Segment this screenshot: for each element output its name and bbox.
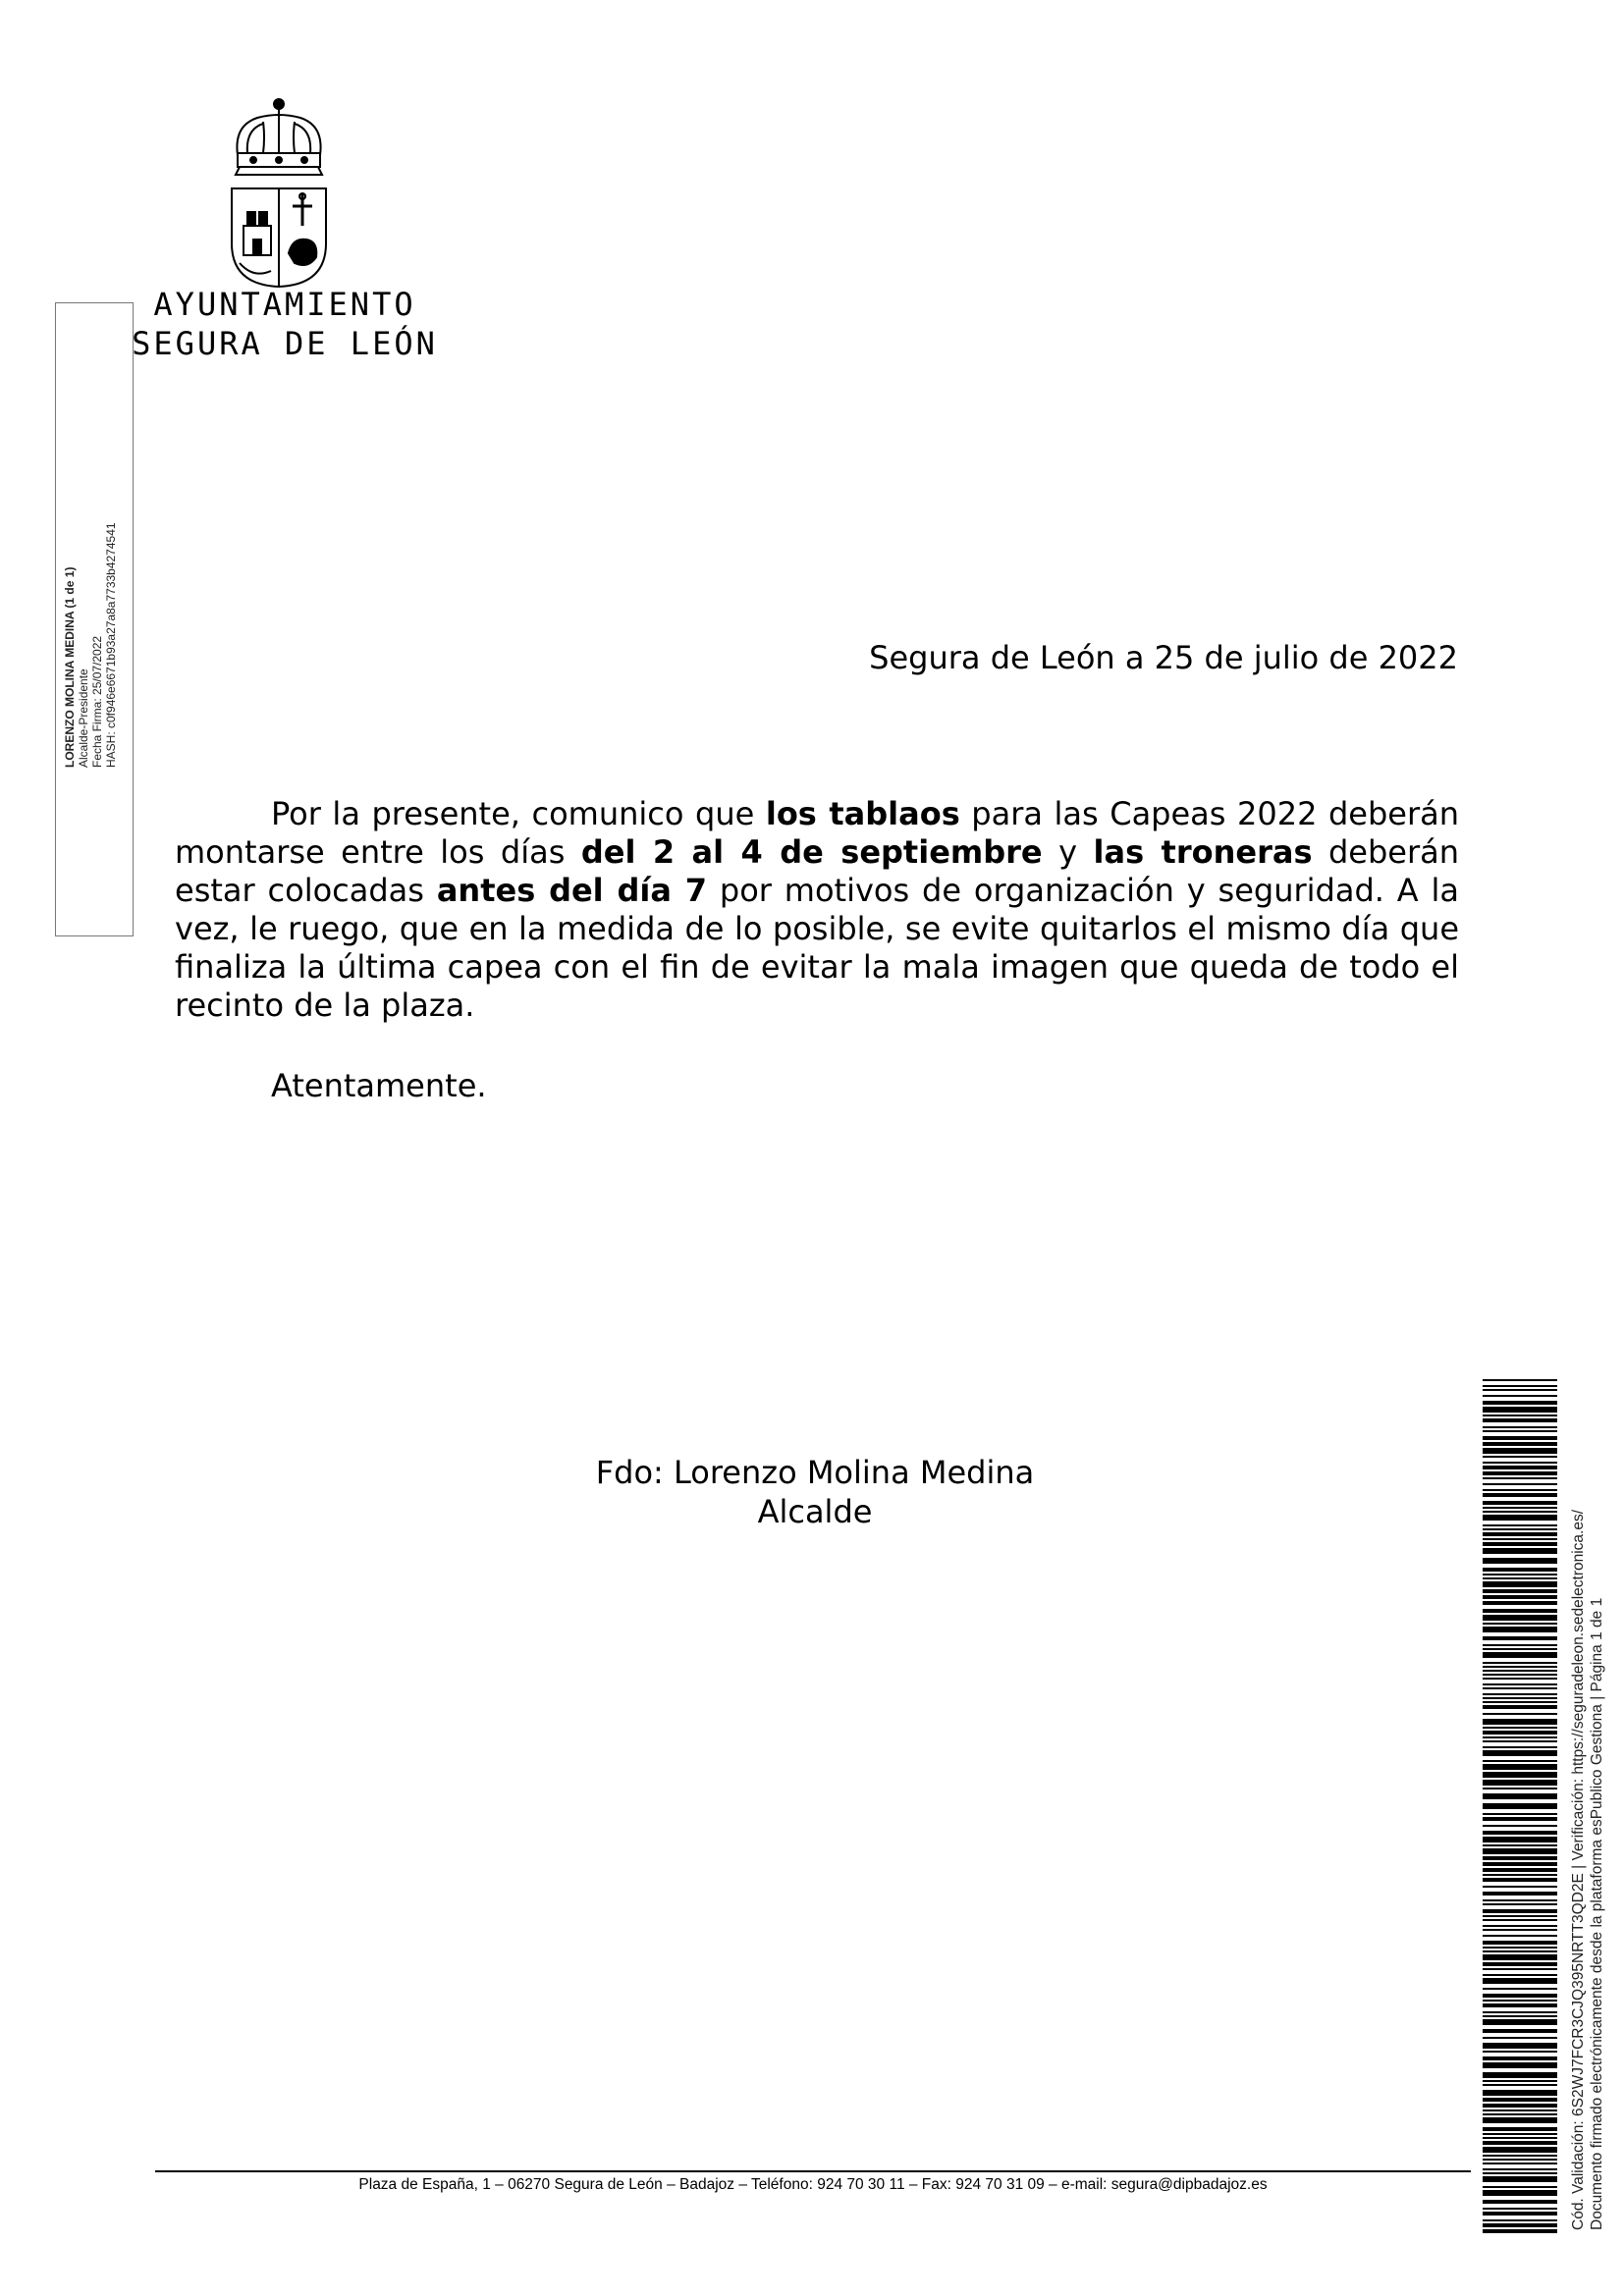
barcode-bar <box>1483 1988 1557 1990</box>
barcode-bar <box>1483 1892 1557 1896</box>
barcode-bar <box>1483 1528 1557 1530</box>
barcode-bar <box>1483 2163 1557 2164</box>
barcode-bar <box>1483 1693 1557 1695</box>
barcode-bar <box>1483 1868 1557 1872</box>
barcode-bar <box>1483 1788 1557 1789</box>
body-bold-text: los tablaos <box>765 795 960 832</box>
barcode-bar <box>1483 1532 1557 1536</box>
barcode-bar <box>1483 1831 1557 1835</box>
barcode-bar <box>1483 1909 1557 1913</box>
barcode-bar <box>1483 1623 1557 1625</box>
barcode-bar <box>1483 2212 1557 2216</box>
barcode-bar <box>1483 1727 1557 1729</box>
barcode-bar <box>1483 1848 1557 1854</box>
barcode-bar <box>1483 1994 1557 1998</box>
barcode-bar <box>1483 2117 1557 2123</box>
barcode-bar <box>1483 1844 1557 1846</box>
signer-block <box>520 1453 1110 1531</box>
barcode-bar <box>1483 1601 1557 1605</box>
barcode-bar <box>1483 2141 1557 2145</box>
barcode-bar <box>1483 2080 1557 2082</box>
barcode-bar <box>1483 2172 1557 2174</box>
barcode-bar <box>1483 1968 1557 1970</box>
barcode-bar <box>1483 2062 1557 2068</box>
barcode-bar <box>1483 1915 1557 1917</box>
barcode-bar <box>1483 1442 1557 1446</box>
barcode-bar <box>1483 1389 1557 1391</box>
validation-info <box>1569 1347 1608 2230</box>
barcode-bar <box>1483 1674 1557 1676</box>
barcode-bar <box>1483 1947 1557 1949</box>
barcode-bar <box>1483 2051 1557 2053</box>
body-text: Por la presente, comunico que <box>271 795 766 832</box>
barcode-bar <box>1483 1595 1557 1599</box>
barcode-bar <box>1483 1740 1557 1742</box>
barcode-bar <box>1483 1925 1557 1927</box>
barcode-bar <box>1483 2084 1557 2086</box>
barcode-bar <box>1483 1430 1557 1432</box>
barcode-bar <box>1483 1515 1557 1521</box>
body-bold-text: antes del día 7 <box>436 872 708 909</box>
barcode-bar <box>1483 2223 1557 2227</box>
barcode-bar <box>1483 2200 1557 2204</box>
barcode-bar <box>1483 2168 1557 2170</box>
barcode-bar <box>1483 1670 1557 1672</box>
barcode-bar <box>1483 1644 1557 1646</box>
barcode-bar <box>1483 2043 1557 2049</box>
barcode-bar <box>1483 2000 1557 2002</box>
organization-line-1: AYUNTAMIENTO <box>153 286 416 323</box>
barcode-bar <box>1483 1483 1557 1485</box>
barcode-bar <box>1483 2072 1557 2078</box>
body-text: deberán estar colocadas <box>175 833 1460 909</box>
barcode-bar <box>1483 1501 1557 1505</box>
barcode-bar <box>1483 1899 1557 1901</box>
barcode-bar <box>1483 1666 1557 1668</box>
barcode-bar <box>1483 1837 1557 1842</box>
barcode-bar <box>1483 1678 1557 1680</box>
barcode-bar <box>1483 1538 1557 1540</box>
barcode-bar <box>1483 1589 1557 1593</box>
barcode-bar <box>1483 1701 1557 1703</box>
barcode-bar <box>1483 1648 1557 1650</box>
barcode-bar <box>1483 2137 1557 2139</box>
barcode-bar <box>1483 1697 1557 1699</box>
signature-details <box>63 473 122 768</box>
closing: Atentamente. <box>271 1067 487 1104</box>
barcode-bar <box>1483 1507 1557 1509</box>
barcode-bar <box>1483 1581 1557 1587</box>
letter-date: Segura de León a 25 de julio de 2022 <box>869 639 1458 676</box>
barcode-bar <box>1483 2155 1557 2157</box>
barcode-bar <box>1483 1954 1557 1960</box>
barcode-bar <box>1483 2019 1557 2025</box>
barcode-bar <box>1483 1662 1557 1664</box>
barcode-bar <box>1483 1448 1557 1454</box>
barcode-bar <box>1483 1511 1557 1513</box>
signature-hash: HASH: c0f946e6671b93a27a8a7733b4274541 <box>104 522 118 768</box>
barcode-bar <box>1483 1471 1557 1475</box>
signature-date: Fecha Firma: 25/07/2022 <box>90 635 104 768</box>
barcode-bar <box>1483 1415 1557 1416</box>
barcode-bar <box>1483 2176 1557 2182</box>
barcode-bar <box>1483 2056 1557 2060</box>
barcode-bar <box>1483 1615 1557 1621</box>
barcode-bar <box>1483 1886 1557 1888</box>
barcode-bar <box>1483 1462 1557 1464</box>
body-text: por motivos de organización y seguridad. A la vez, le ruego, que en la medida de lo posible, se evite quitarlos el mismo día que finaliza la última capea con el fin de evitar la mala imagen que queda de todo el recinto de la plaza. <box>175 872 1460 1024</box>
barcode-bar <box>1483 1558 1557 1564</box>
barcode-bar <box>1483 1652 1557 1658</box>
signer-role: Alcalde-Presidente <box>77 668 90 768</box>
body-bold-text: del 2 al 4 de septiembre <box>580 833 1043 871</box>
organization-header <box>118 285 452 363</box>
barcode-bar <box>1483 2208 1557 2210</box>
barcode-bar <box>1483 2098 1557 2102</box>
barcode-bar <box>1483 2147 1557 2153</box>
barcode-bar <box>1483 1401 1557 1405</box>
signer-role-line: Alcalde <box>757 1493 873 1530</box>
barcode-bar <box>1483 2113 1557 2115</box>
barcode-bar <box>1483 2159 1557 2161</box>
body-text: y <box>1042 833 1094 871</box>
barcode-bar <box>1483 2127 1557 2131</box>
validation-code: Cód. Validación: 6S2WJ7FCR3CJQ395NRTT3QD2E | Verificación: https://seguradeleon.sedelectronica.es/ <box>1570 1509 1587 2230</box>
barcode-bar <box>1483 1426 1557 1428</box>
signer-name-line: Fdo: Lorenzo Molina Medina <box>595 1454 1035 1491</box>
barcode-bar <box>1483 1636 1557 1640</box>
barcode-bar <box>1483 1568 1557 1572</box>
barcode-bar <box>1483 2011 1557 2013</box>
barcode-bar <box>1483 1935 1557 1937</box>
barcode-bar <box>1483 1379 1557 1381</box>
barcode-bar <box>1483 1919 1557 1921</box>
barcode-bar <box>1483 1813 1557 1815</box>
barcode-bar <box>1483 1874 1557 1876</box>
barcode-bar <box>1483 1803 1557 1809</box>
body-bold-text: las troneras <box>1093 833 1313 871</box>
barcode-bar <box>1483 1418 1557 1422</box>
barcode-bar <box>1483 2090 1557 2096</box>
barcode-bar <box>1483 1825 1557 1827</box>
barcode-bar <box>1483 1395 1557 1397</box>
barcode-bar <box>1483 1856 1557 1860</box>
body-text: para las Capeas 2022 deberán montarse entre los días <box>175 795 1460 871</box>
barcode-bar <box>1483 1574 1557 1575</box>
barcode-bar <box>1483 1862 1557 1866</box>
barcode-bar <box>1483 2109 1557 2111</box>
barcode-bar <box>1483 1407 1557 1413</box>
barcode-bar <box>1483 1772 1557 1778</box>
validation-platform: Documento firmado electrónicamente desde la plataforma esPublico Gestiona | Página 1 de 1 <box>1589 1597 1605 2230</box>
barcode-bar <box>1483 2003 1557 2007</box>
barcode-bar <box>1483 1817 1557 1821</box>
barcode-bar <box>1483 1760 1557 1762</box>
barcode-bar <box>1483 1609 1557 1613</box>
barcode-bar <box>1483 1627 1557 1632</box>
barcode-bar <box>1483 1436 1557 1440</box>
letter-body <box>175 795 1459 1025</box>
barcode-bar <box>1483 2133 1557 2135</box>
barcode-bar <box>1483 1493 1557 1497</box>
coat-of-arms-icon <box>224 96 334 289</box>
barcode-bar <box>1483 2190 1557 2196</box>
body-paragraph <box>175 795 1459 1025</box>
barcode-bar <box>1483 1974 1557 1976</box>
barcode-bar <box>1483 1736 1557 1738</box>
barcode-bar <box>1483 1929 1557 1931</box>
barcode-bar <box>1483 1750 1557 1756</box>
barcode-bar <box>1483 1456 1557 1458</box>
barcode-bar <box>1483 2029 1557 2033</box>
barcode-bar <box>1483 1705 1557 1709</box>
barcode-bar <box>1483 1548 1557 1554</box>
organization-line-2: SEGURA DE LEÓN <box>132 325 438 362</box>
barcode-icon <box>1483 1379 1557 2233</box>
barcode-bar <box>1483 2219 1557 2221</box>
barcode-bar <box>1483 2037 1557 2039</box>
barcode-bar <box>1483 1941 1557 1945</box>
barcode-bar <box>1483 2229 1557 2233</box>
barcode-bar <box>1483 2015 1557 2017</box>
barcode-bar <box>1483 1683 1557 1685</box>
barcode-bar <box>1483 1780 1557 1786</box>
barcode-bar <box>1483 1713 1557 1715</box>
barcode-bar <box>1483 1524 1557 1526</box>
barcode-bar <box>1483 1731 1557 1735</box>
barcode-bar <box>1483 1466 1557 1469</box>
barcode-bar <box>1483 1793 1557 1799</box>
barcode-bar <box>1483 1878 1557 1882</box>
footer-address: Plaza de España, 1 – 06270 Segura de León – Badajoz – Teléfono: 924 70 30 11 – Fax: 924 70 31 09 – e-mail: segura@dipbadajoz.es <box>358 2176 1268 2193</box>
barcode-bar <box>1483 2104 1557 2108</box>
barcode-bar <box>1483 1577 1557 1579</box>
barcode-bar <box>1483 1746 1557 1748</box>
barcode-bar <box>1483 1542 1557 1546</box>
barcode-bar <box>1483 1950 1557 1952</box>
barcode-bar <box>1483 1489 1557 1491</box>
barcode-bar <box>1483 1687 1557 1689</box>
barcode-bar <box>1483 1385 1557 1387</box>
barcode-bar <box>1483 1764 1557 1770</box>
footer-divider <box>155 2170 1471 2172</box>
barcode-bar <box>1483 1978 1557 1984</box>
signer-name: LORENZO MOLINA MEDINA (1 de 1) <box>63 566 77 768</box>
barcode-bar <box>1483 1719 1557 1725</box>
barcode-bar <box>1483 1477 1557 1479</box>
barcode-bar <box>1483 1903 1557 1905</box>
barcode-bar <box>1483 1962 1557 1966</box>
barcode-bar <box>1483 2186 1557 2188</box>
